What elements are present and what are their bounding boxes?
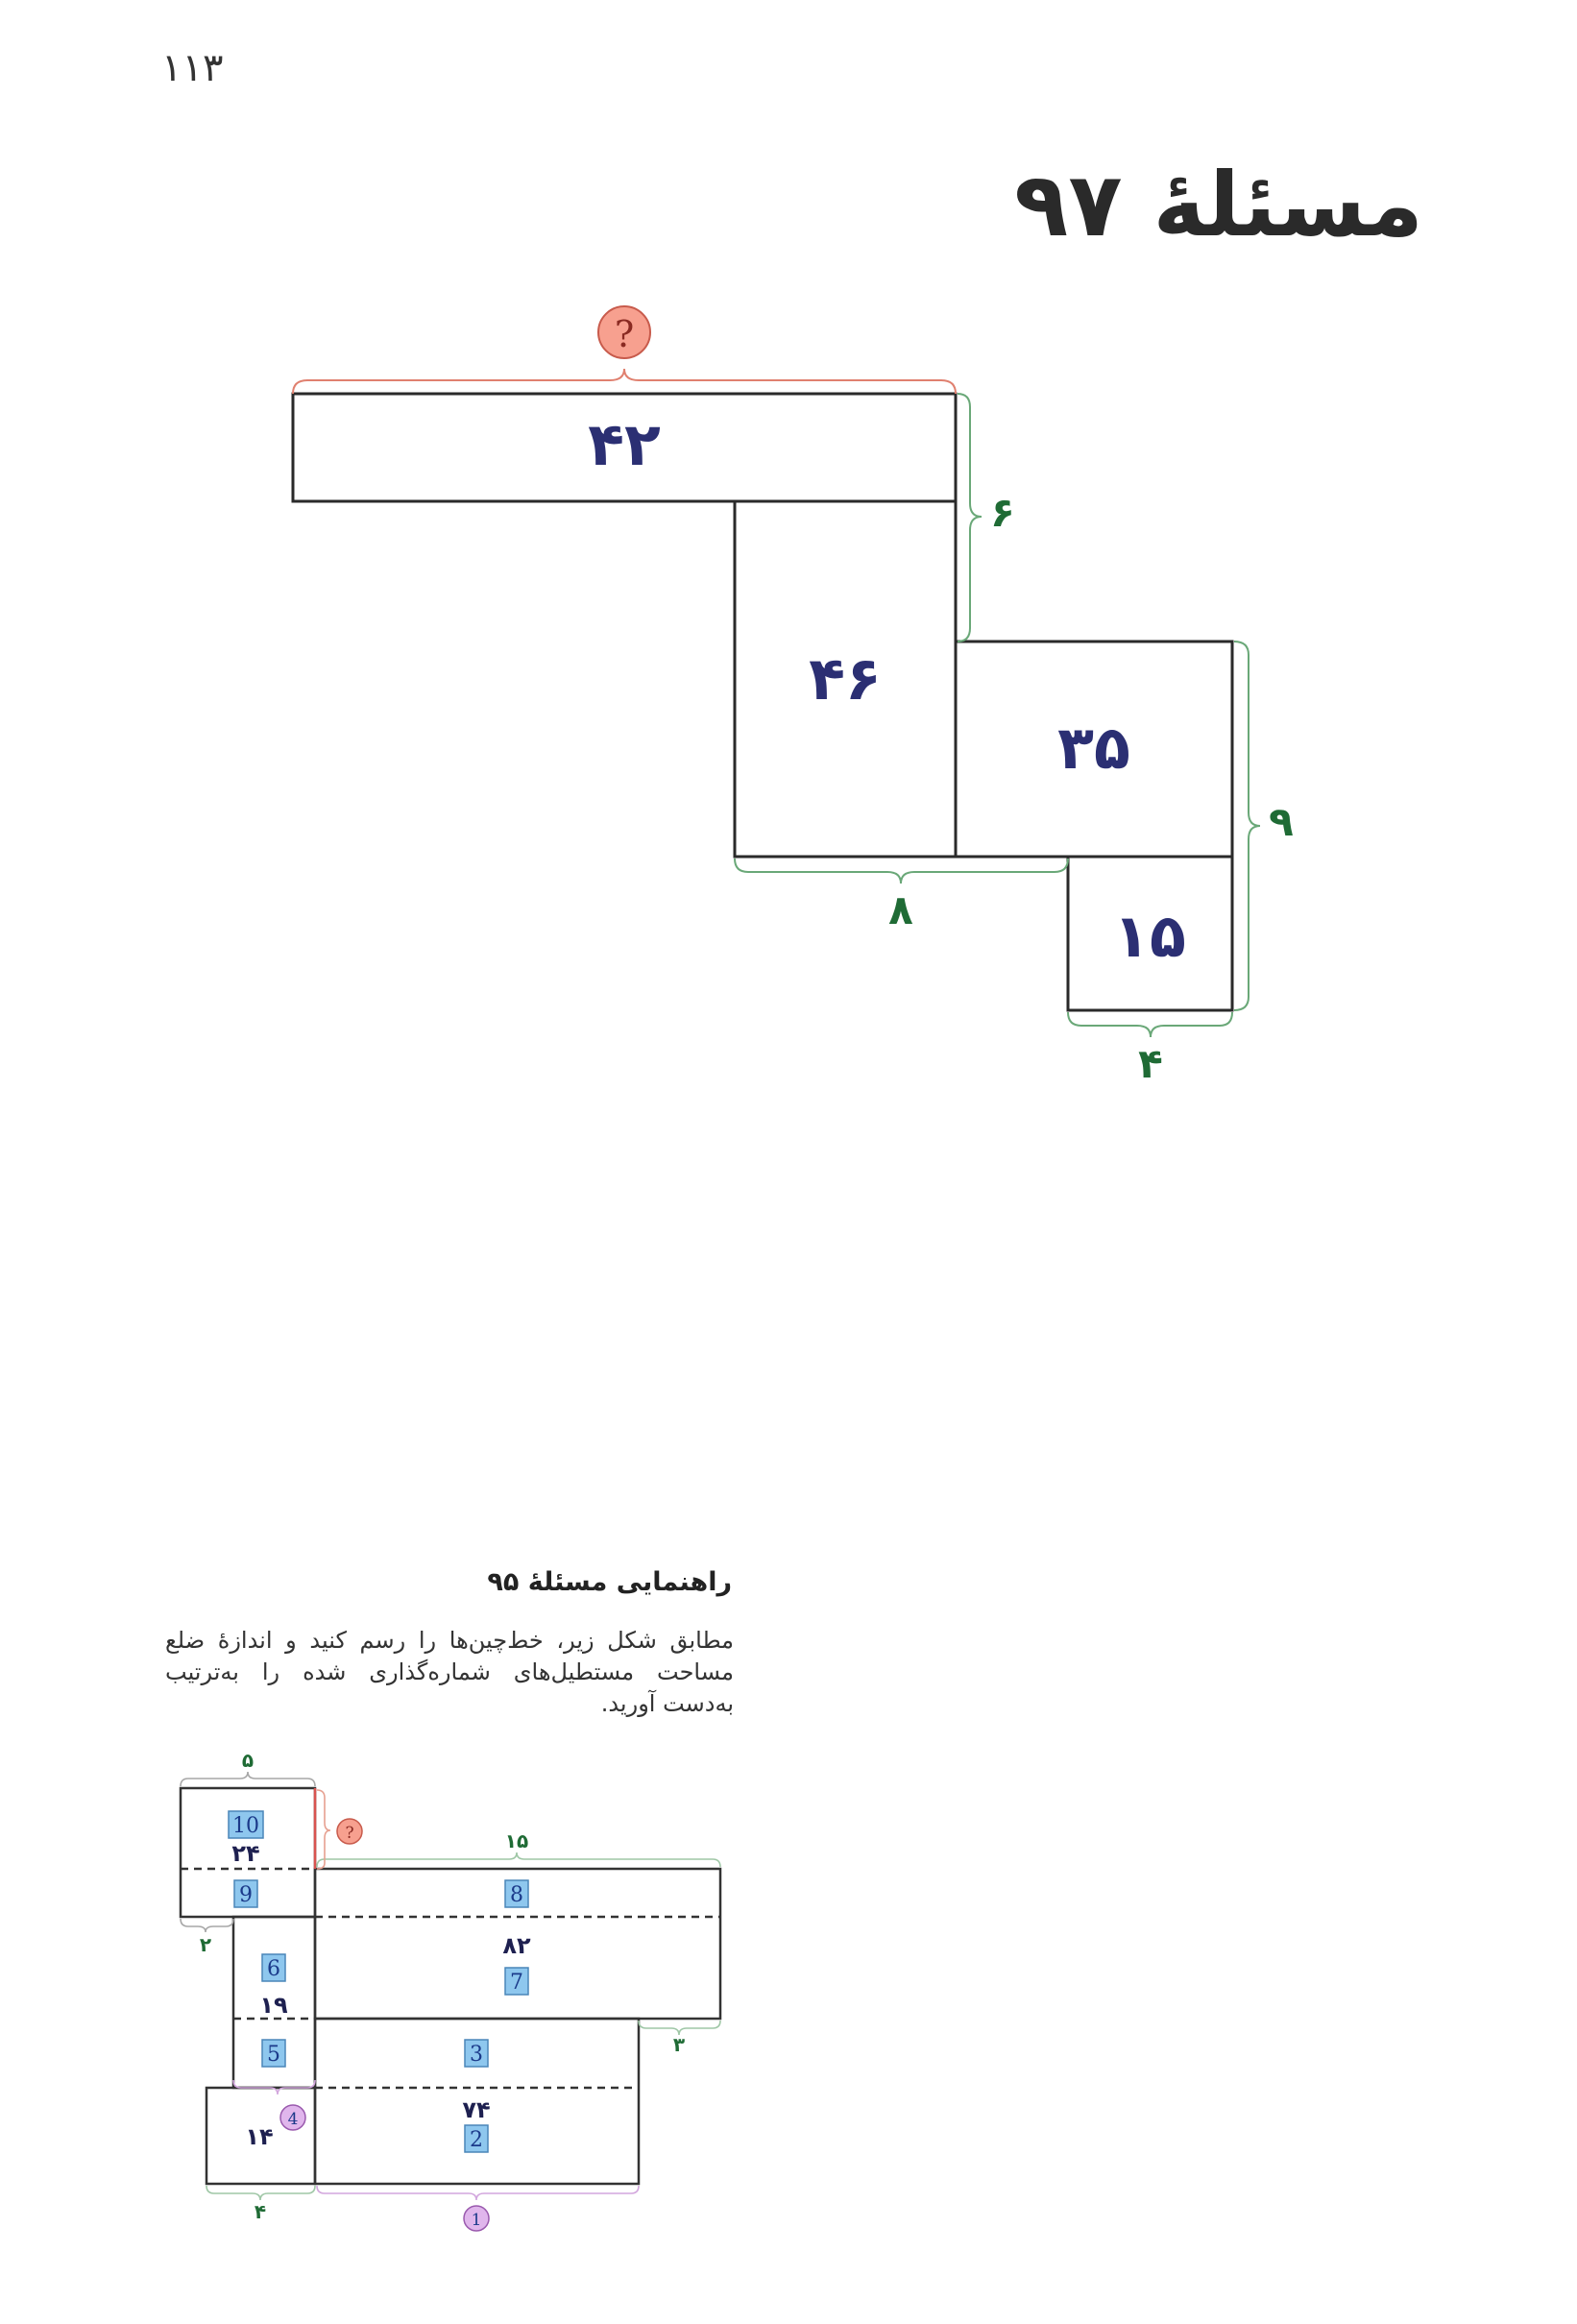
box-6: 6 xyxy=(267,1957,280,1981)
hint-length-3: ۳ xyxy=(672,2033,686,2056)
hint-question-mark: ? xyxy=(345,1824,354,1843)
hint-area-14: ۱۴ xyxy=(245,2123,274,2150)
hint-area-24: ۲۴ xyxy=(231,1840,260,1867)
area-46: ۴۶ xyxy=(809,643,882,714)
question-mark: ? xyxy=(614,313,635,355)
area-35: ۳۵ xyxy=(1057,713,1130,783)
box-8: 8 xyxy=(510,1883,523,1907)
bottom-small-brace xyxy=(1068,1012,1232,1037)
hint-area-74: ۷۴ xyxy=(462,2096,491,2123)
right-middle-brace xyxy=(1234,642,1260,1010)
right-top-brace xyxy=(958,394,982,642)
box-2: 2 xyxy=(470,2128,483,2152)
box-7: 7 xyxy=(510,1971,523,1995)
top-brace xyxy=(293,369,956,394)
bottom-middle-brace xyxy=(735,859,1068,884)
circle-4-label: 4 xyxy=(287,2110,299,2129)
page-number: ۱۱۳ xyxy=(161,46,224,90)
hint-figure xyxy=(181,1749,720,2231)
hint-area-19: ۱۹ xyxy=(259,1992,288,2019)
box-5: 5 xyxy=(267,2043,280,2067)
hint-length-15: ۱۵ xyxy=(504,1829,529,1852)
hint-length-2: ۲ xyxy=(199,1933,212,1956)
hint-length-5: ۵ xyxy=(241,1749,255,1772)
box-9: 9 xyxy=(239,1883,253,1907)
hint-title: راهنمایی مسئلهٔ ۹۵ xyxy=(487,1567,732,1597)
hint-text: مطابق شکل زیر، خط‌چین‌ها را رسم کنید و اندازهٔ ضلع مساحت مستطیل‌های شماره‌گذاری شده را به‌ترتیب به‌دست آورید. xyxy=(165,1627,734,1717)
area-42: ۴۲ xyxy=(588,409,661,479)
box-10: 10 xyxy=(232,1814,259,1838)
hint-length-4: ۴ xyxy=(254,2200,267,2223)
length-4: ۴ xyxy=(1138,1040,1163,1087)
circle-1-label: 1 xyxy=(471,2211,482,2230)
length-6: ۶ xyxy=(990,489,1015,536)
length-9: ۹ xyxy=(1269,798,1294,845)
hint-area-82: ۸۲ xyxy=(502,1932,531,1959)
area-15: ۱۵ xyxy=(1113,901,1186,971)
length-8: ۸ xyxy=(888,886,913,933)
box-3: 3 xyxy=(470,2043,483,2067)
problem-title: مسئلهٔ ۹۷ xyxy=(1014,154,1423,256)
